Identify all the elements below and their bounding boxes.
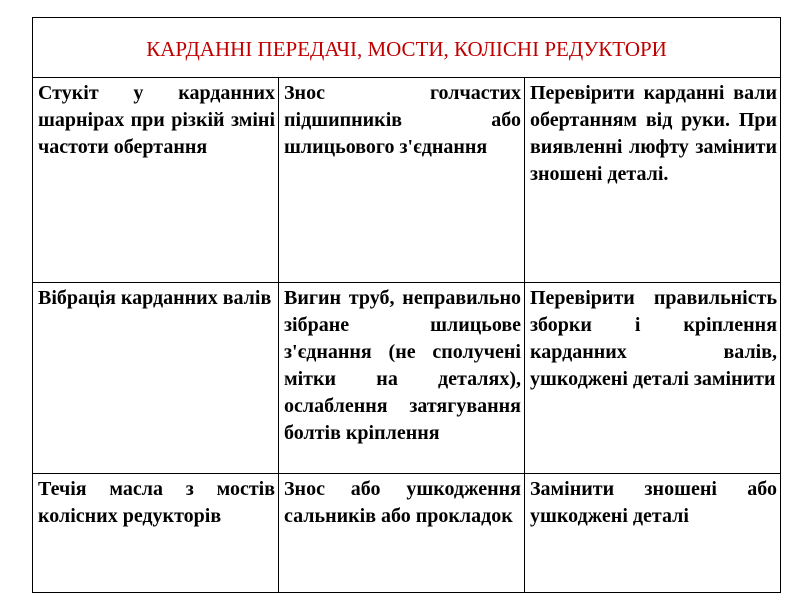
table-title-row xyxy=(33,18,781,78)
remedy-cell: Замінити зношені або ушкоджені деталі xyxy=(525,474,781,593)
remedy-cell: Перевірити правильність зборки і кріплення карданних валів, ушкоджені деталі замінити xyxy=(525,283,781,474)
cause-cell: Знос або ушкодження сальників або прокладок xyxy=(279,474,525,593)
table-title-cell xyxy=(33,18,781,78)
table-title: КАРДАННІ ПЕРЕДАЧІ, МОСТИ, КОЛІСНІ РЕДУКТОРИ xyxy=(146,37,667,61)
table-row xyxy=(33,474,781,593)
diagnostics-table xyxy=(32,17,781,593)
table-row xyxy=(33,78,781,283)
table-row xyxy=(33,283,781,474)
remedy-cell: Перевірити карданні вали обертанням від руки. При виявленні люфту замінити зношені деталі. xyxy=(525,78,781,283)
cause-cell: Знос голчастих підшипників або шлицьового з'єднання xyxy=(279,78,525,283)
symptom-cell: Течія масла з мостів колісних редукторів xyxy=(33,474,279,593)
symptom-cell: Вібрація карданних валів xyxy=(33,283,279,474)
symptom-cell: Стукіт у карданних шарнірах при різкій зміні частоти обертання xyxy=(33,78,279,283)
cause-cell: Вигин труб, неправильно зібране шлицьове з'єднання (не сполучені мітки на деталях), ослаблення затягування болтів кріплення xyxy=(279,283,525,474)
